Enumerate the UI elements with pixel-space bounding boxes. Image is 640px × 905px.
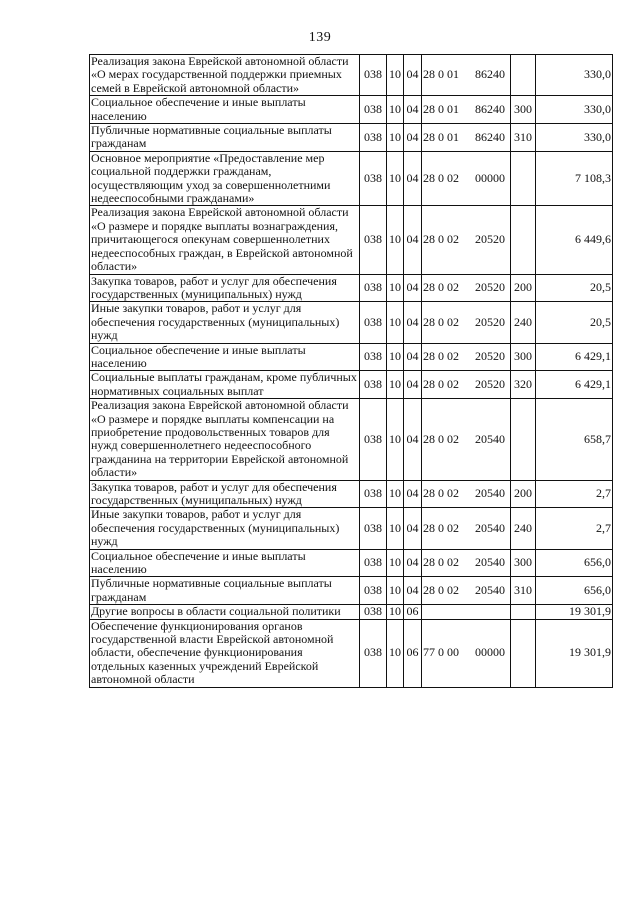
row-target-program: 28 0 02 [423,431,459,446]
row-target-article [422,206,511,274]
row-sum: 656,0 [536,549,613,577]
row-sum: 2,7 [536,508,613,549]
row-target-code: 20520 [475,232,505,247]
page-number: 139 [308,30,332,45]
row-sum: 20,5 [536,302,613,343]
budget-table-body [90,55,613,688]
row-section: 10 [387,343,404,371]
row-subsection: 04 [404,371,422,399]
row-target-program: 28 0 01 [423,129,459,144]
row-sum: 330,0 [536,124,613,152]
row-target-code: 86240 [475,129,505,144]
row-target-code: 20520 [475,349,505,364]
budget-table [89,54,613,688]
row-expense-type: 240 [511,508,536,549]
row-subsection: 04 [404,343,422,371]
row-name: Социальное обеспечение и иные выплаты населению [90,549,360,577]
row-target-code: 20520 [475,314,505,329]
row-expense-type: 200 [511,480,536,508]
table-row [90,549,613,577]
row-expense-type: 310 [511,577,536,605]
row-subsection: 04 [404,96,422,124]
row-section: 10 [387,96,404,124]
row-section: 10 [387,399,404,480]
row-name: Иные закупки товаров, работ и услуг для обеспечения государственных (муниципальных) нужд [90,302,360,343]
row-section: 10 [387,274,404,302]
table-row [90,302,613,343]
row-name: Социальные выплаты гражданам, кроме публичных нормативных социальных выплат [90,371,360,399]
row-subsection: 04 [404,480,422,508]
row-name: Публичные нормативные социальные выплаты гражданам [90,124,360,152]
row-expense-type: 240 [511,302,536,343]
row-target-code: 20520 [475,377,505,392]
row-grbs: 038 [360,508,387,549]
row-target-program: 28 0 02 [423,170,459,185]
row-target-program: 28 0 02 [423,486,459,501]
row-expense-type: 300 [511,343,536,371]
row-expense-type [511,206,536,274]
row-target-code: 20540 [475,555,505,570]
row-target-article [422,619,511,687]
row-name: Реализация закона Еврейской автономной области «О размере и порядке выплаты вознаграждения, причитающегося опекунам совершеннолетних недееспособных граждан, в Еврейской автономной области» [90,206,360,274]
table-row [90,124,613,152]
row-subsection: 04 [404,124,422,152]
row-target-program: 28 0 02 [423,555,459,570]
row-sum: 19 301,9 [536,605,613,619]
table-row [90,480,613,508]
row-target-article [422,480,511,508]
row-grbs: 038 [360,480,387,508]
row-target-code: 20520 [475,280,505,295]
row-name: Социальное обеспечение и иные выплаты населению [90,96,360,124]
row-grbs: 038 [360,55,387,96]
row-target-program: 28 0 02 [423,583,459,598]
row-subsection: 04 [404,577,422,605]
row-grbs: 038 [360,124,387,152]
row-target-code: 86240 [475,101,505,116]
row-section: 10 [387,206,404,274]
row-target-program: 28 0 02 [423,232,459,247]
row-target-code: 20540 [475,486,505,501]
row-name: Обеспечение функционирования органов государственной власти Еврейской автономной области, обеспечение функционирования отдельных казенных учреждений Еврейской автономной области [90,619,360,687]
row-target-code: 20540 [475,583,505,598]
row-grbs: 038 [360,274,387,302]
row-name: Другие вопросы в области социальной политики [90,605,360,619]
row-grbs: 038 [360,96,387,124]
row-subsection: 04 [404,55,422,96]
row-grbs: 038 [360,619,387,687]
row-grbs: 038 [360,343,387,371]
row-expense-type [511,605,536,619]
row-target-program: 28 0 02 [423,349,459,364]
row-target-article [422,549,511,577]
row-grbs: 038 [360,549,387,577]
row-name: Закупка товаров, работ и услуг для обеспечения государственных (муниципальных) нужд [90,274,360,302]
row-section: 10 [387,371,404,399]
row-target-article [422,124,511,152]
row-target-code: 00000 [475,645,505,660]
row-target-code: 20540 [475,431,505,446]
row-grbs: 038 [360,302,387,343]
row-section: 10 [387,480,404,508]
row-subsection: 04 [404,508,422,549]
row-target-article [422,399,511,480]
table-row [90,605,613,619]
row-target-program: 28 0 02 [423,377,459,392]
row-subsection: 06 [404,619,422,687]
row-sum: 20,5 [536,274,613,302]
row-target-article [422,96,511,124]
row-sum: 6 429,1 [536,343,613,371]
row-name: Реализация закона Еврейской автономной области «О мерах государственной поддержки приемных семей в Еврейской автономной области» [90,55,360,96]
table-row [90,96,613,124]
row-grbs: 038 [360,206,387,274]
row-target-code: 20540 [475,520,505,535]
table-row [90,206,613,274]
table-row [90,371,613,399]
table-row [90,55,613,96]
row-name: Реализация закона Еврейской автономной области «О размере и порядке выплаты компенсации на приобретение продовольственных товаров для нужд совершеннолетнего недееспособного гражданина на территории Еврейской автономной области» [90,399,360,480]
row-section: 10 [387,151,404,206]
row-target-article [422,605,511,619]
row-sum: 6 449,6 [536,206,613,274]
row-target-article [422,508,511,549]
table-row [90,619,613,687]
row-section: 10 [387,508,404,549]
row-expense-type: 300 [511,549,536,577]
row-section: 10 [387,124,404,152]
row-subsection: 04 [404,549,422,577]
row-sum: 658,7 [536,399,613,480]
row-target-article [422,151,511,206]
row-expense-type: 320 [511,371,536,399]
row-expense-type [511,151,536,206]
row-sum: 6 429,1 [536,371,613,399]
row-target-code: 00000 [475,170,505,185]
row-target-program: 77 0 00 [423,645,459,660]
row-section: 10 [387,55,404,96]
table-row [90,343,613,371]
row-sum: 19 301,9 [536,619,613,687]
table-row [90,577,613,605]
table-row [90,508,613,549]
row-sum: 2,7 [536,480,613,508]
row-target-program: 28 0 02 [423,520,459,535]
row-sum: 7 108,3 [536,151,613,206]
row-expense-type [511,55,536,96]
row-expense-type [511,399,536,480]
row-grbs: 038 [360,399,387,480]
row-section: 10 [387,302,404,343]
row-target-program: 28 0 01 [423,67,459,82]
row-name: Социальное обеспечение и иные выплаты населению [90,343,360,371]
row-grbs: 038 [360,605,387,619]
row-grbs: 038 [360,371,387,399]
table-row [90,151,613,206]
row-target-code: 86240 [475,67,505,82]
row-target-program: 28 0 01 [423,101,459,116]
row-expense-type: 200 [511,274,536,302]
row-subsection: 04 [404,151,422,206]
row-expense-type: 310 [511,124,536,152]
row-name: Публичные нормативные социальные выплаты гражданам [90,577,360,605]
row-target-article [422,302,511,343]
row-sum: 330,0 [536,96,613,124]
row-target-article [422,343,511,371]
table-row [90,274,613,302]
row-subsection: 04 [404,399,422,480]
row-subsection: 04 [404,274,422,302]
row-expense-type: 300 [511,96,536,124]
row-subsection: 06 [404,605,422,619]
row-target-program: 28 0 02 [423,280,459,295]
row-target-article [422,55,511,96]
row-name: Иные закупки товаров, работ и услуг для обеспечения государственных (муниципальных) нужд [90,508,360,549]
row-name: Основное мероприятие «Предоставление мер социальной поддержки гражданам, осуществляющим уход за совершеннолетними недееспособными гражданами» [90,151,360,206]
row-section: 10 [387,619,404,687]
row-name: Закупка товаров, работ и услуг для обеспечения государственных (муниципальных) нужд [90,480,360,508]
row-subsection: 04 [404,302,422,343]
row-section: 10 [387,577,404,605]
row-section: 10 [387,549,404,577]
row-target-article [422,577,511,605]
table-row [90,399,613,480]
row-sum: 330,0 [536,55,613,96]
row-grbs: 038 [360,151,387,206]
row-sum: 656,0 [536,577,613,605]
row-target-article [422,274,511,302]
row-target-article [422,371,511,399]
row-grbs: 038 [360,577,387,605]
row-expense-type [511,619,536,687]
row-target-program: 28 0 02 [423,314,459,329]
row-section: 10 [387,605,404,619]
row-subsection: 04 [404,206,422,274]
